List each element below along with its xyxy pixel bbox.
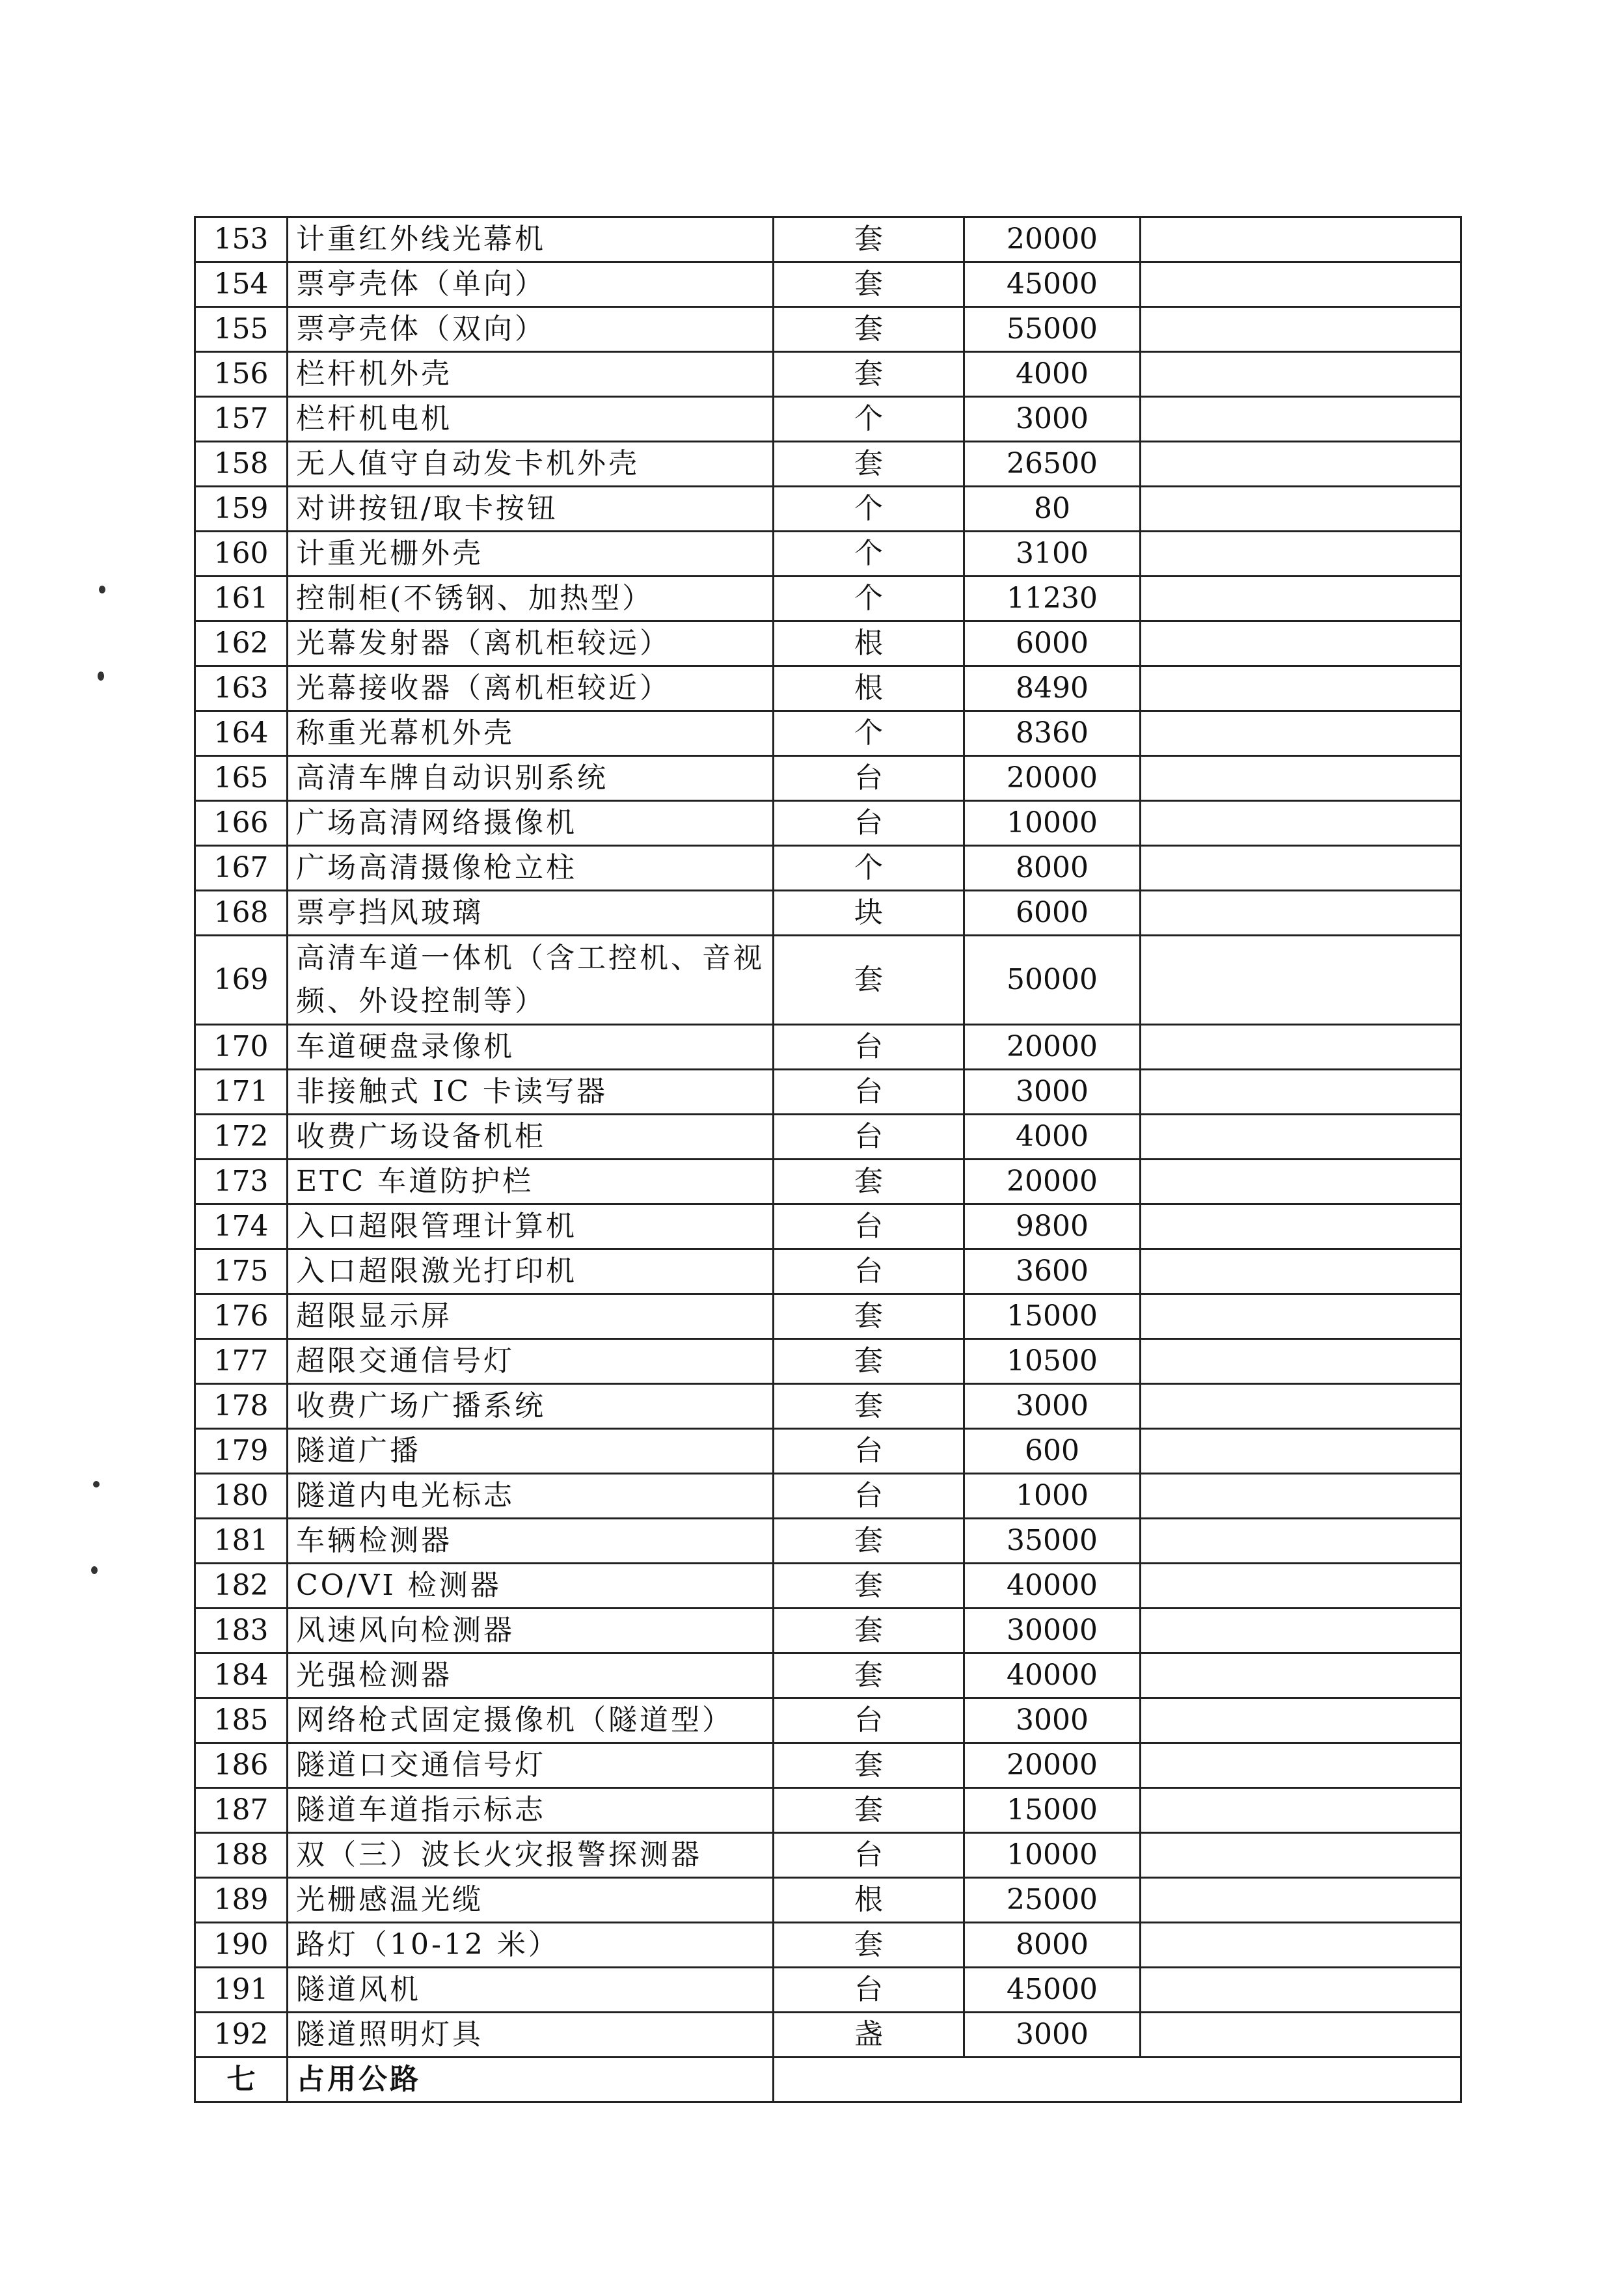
item-name: 栏杆机外壳	[288, 352, 774, 397]
row-number: 161	[195, 577, 288, 621]
item-unit: 台	[774, 1474, 964, 1519]
row-number: 155	[195, 307, 288, 352]
item-price: 8000	[964, 846, 1141, 891]
table-row	[195, 1653, 1461, 1698]
item-unit: 套	[774, 1294, 964, 1339]
item-name: 入口超限激光打印机	[288, 1249, 774, 1294]
item-remark	[1141, 1339, 1461, 1384]
item-price: 3000	[964, 2013, 1141, 2058]
item-unit: 台	[774, 1115, 964, 1160]
item-name: 光强检测器	[288, 1653, 774, 1698]
table-row	[195, 666, 1461, 711]
item-remark	[1141, 1160, 1461, 1204]
row-number: 177	[195, 1339, 288, 1384]
item-unit: 台	[774, 801, 964, 846]
item-price: 4000	[964, 1115, 1141, 1160]
item-price: 35000	[964, 1519, 1141, 1564]
table-row	[195, 1609, 1461, 1653]
row-number: 157	[195, 397, 288, 442]
row-number: 187	[195, 1788, 288, 1833]
table-row	[195, 1878, 1461, 1923]
item-remark	[1141, 1653, 1461, 1698]
item-price: 40000	[964, 1653, 1141, 1698]
table-row	[195, 1294, 1461, 1339]
item-name: 广场高清摄像枪立柱	[288, 846, 774, 891]
table-row	[195, 1204, 1461, 1249]
table-row	[195, 801, 1461, 846]
item-unit: 台	[774, 1968, 964, 2013]
section-empty-cell	[774, 2058, 1461, 2102]
table-row	[195, 1474, 1461, 1519]
item-unit: 台	[774, 1025, 964, 1070]
item-unit: 台	[774, 756, 964, 801]
item-remark	[1141, 1384, 1461, 1429]
item-unit: 根	[774, 1878, 964, 1923]
row-number: 158	[195, 442, 288, 487]
item-price: 30000	[964, 1609, 1141, 1653]
table-row	[195, 846, 1461, 891]
item-unit: 套	[774, 307, 964, 352]
item-remark	[1141, 666, 1461, 711]
row-number: 186	[195, 1743, 288, 1788]
item-name: 票亭壳体（双向）	[288, 307, 774, 352]
section-title: 占用公路	[288, 2058, 774, 2102]
item-name: 广场高清网络摄像机	[288, 801, 774, 846]
item-price: 3100	[964, 532, 1141, 577]
item-unit: 盏	[774, 2013, 964, 2058]
item-unit: 套	[774, 1339, 964, 1384]
item-name: 光栅感温光缆	[288, 1878, 774, 1923]
item-name: 路灯（10-12 米）	[288, 1923, 774, 1968]
row-number: 178	[195, 1384, 288, 1429]
item-remark	[1141, 1698, 1461, 1743]
item-unit: 套	[774, 1743, 964, 1788]
table-row	[195, 1788, 1461, 1833]
item-price: 40000	[964, 1564, 1141, 1609]
item-unit: 台	[774, 1249, 964, 1294]
table-row	[195, 1698, 1461, 1743]
item-unit: 套	[774, 1564, 964, 1609]
price-table	[194, 216, 1462, 2103]
item-remark	[1141, 621, 1461, 666]
item-unit: 套	[774, 1519, 964, 1564]
item-price: 8490	[964, 666, 1141, 711]
item-price: 4000	[964, 352, 1141, 397]
item-remark	[1141, 1968, 1461, 2013]
item-unit: 台	[774, 1070, 964, 1115]
item-price: 20000	[964, 1743, 1141, 1788]
item-unit: 个	[774, 577, 964, 621]
item-remark	[1141, 801, 1461, 846]
item-unit: 套	[774, 262, 964, 307]
item-name: 票亭挡风玻璃	[288, 891, 774, 936]
item-unit: 台	[774, 1698, 964, 1743]
item-remark	[1141, 262, 1461, 307]
item-price: 3000	[964, 1070, 1141, 1115]
item-remark	[1141, 1294, 1461, 1339]
table-row	[195, 756, 1461, 801]
item-price: 6000	[964, 891, 1141, 936]
row-number: 160	[195, 532, 288, 577]
item-unit: 套	[774, 1609, 964, 1653]
table-row	[195, 487, 1461, 532]
row-number: 176	[195, 1294, 288, 1339]
scan-speck	[99, 586, 105, 593]
row-number: 182	[195, 1564, 288, 1609]
item-name: 风速风向检测器	[288, 1609, 774, 1653]
item-remark	[1141, 1115, 1461, 1160]
item-name: 隧道内电光标志	[288, 1474, 774, 1519]
item-price: 3000	[964, 397, 1141, 442]
table-row	[195, 1339, 1461, 1384]
item-remark	[1141, 1249, 1461, 1294]
item-remark	[1141, 577, 1461, 621]
item-price: 55000	[964, 307, 1141, 352]
table-row	[195, 1968, 1461, 2013]
item-price: 9800	[964, 1204, 1141, 1249]
section-number: 七	[195, 2058, 288, 2102]
table-row	[195, 621, 1461, 666]
item-price: 3000	[964, 1698, 1141, 1743]
item-unit: 个	[774, 711, 964, 756]
item-unit: 个	[774, 532, 964, 577]
row-number: 173	[195, 1160, 288, 1204]
item-unit: 套	[774, 1160, 964, 1204]
table-row	[195, 1519, 1461, 1564]
item-name: 双（三）波长火灾报警探测器	[288, 1833, 774, 1878]
item-price: 20000	[964, 217, 1141, 262]
item-name: 计重光栅外壳	[288, 532, 774, 577]
item-remark	[1141, 1923, 1461, 1968]
row-number: 164	[195, 711, 288, 756]
item-name: 隧道照明灯具	[288, 2013, 774, 2058]
item-name: 无人值守自动发卡机外壳	[288, 442, 774, 487]
row-number: 191	[195, 1968, 288, 2013]
item-price: 10500	[964, 1339, 1141, 1384]
table-row	[195, 711, 1461, 756]
item-price: 8360	[964, 711, 1141, 756]
table-row	[195, 1743, 1461, 1788]
row-number: 183	[195, 1609, 288, 1653]
item-price: 10000	[964, 801, 1141, 846]
item-remark	[1141, 307, 1461, 352]
scan-speck	[93, 1481, 100, 1487]
item-unit: 根	[774, 666, 964, 711]
item-price: 3000	[964, 1384, 1141, 1429]
table-row	[195, 1249, 1461, 1294]
item-unit: 套	[774, 352, 964, 397]
scan-speck	[91, 1566, 98, 1574]
item-remark	[1141, 532, 1461, 577]
item-unit: 根	[774, 621, 964, 666]
item-price: 25000	[964, 1878, 1141, 1923]
table-row	[195, 352, 1461, 397]
table-row	[195, 262, 1461, 307]
row-number: 162	[195, 621, 288, 666]
item-name: 隧道风机	[288, 1968, 774, 2013]
item-name: 入口超限管理计算机	[288, 1204, 774, 1249]
table-row	[195, 1564, 1461, 1609]
item-unit: 套	[774, 1653, 964, 1698]
item-price: 600	[964, 1429, 1141, 1474]
table-row	[195, 936, 1461, 1025]
item-unit: 套	[774, 936, 964, 1025]
item-remark	[1141, 397, 1461, 442]
item-unit: 套	[774, 1788, 964, 1833]
item-unit: 个	[774, 846, 964, 891]
item-name: 票亭壳体（单向）	[288, 262, 774, 307]
item-remark	[1141, 936, 1461, 1025]
row-number: 153	[195, 217, 288, 262]
item-name: 收费广场设备机柜	[288, 1115, 774, 1160]
item-remark	[1141, 352, 1461, 397]
item-price: 1000	[964, 1474, 1141, 1519]
item-remark	[1141, 1429, 1461, 1474]
item-remark	[1141, 217, 1461, 262]
item-remark	[1141, 2013, 1461, 2058]
item-name: 车道硬盘录像机	[288, 1025, 774, 1070]
table-row	[195, 442, 1461, 487]
row-number: 166	[195, 801, 288, 846]
table-row	[195, 1833, 1461, 1878]
row-number: 192	[195, 2013, 288, 2058]
table-row	[195, 1384, 1461, 1429]
row-number: 156	[195, 352, 288, 397]
item-remark	[1141, 1474, 1461, 1519]
row-number: 190	[195, 1923, 288, 1968]
item-unit: 个	[774, 397, 964, 442]
item-name: 隧道口交通信号灯	[288, 1743, 774, 1788]
table-row	[195, 1025, 1461, 1070]
item-remark	[1141, 1204, 1461, 1249]
table-row	[195, 1160, 1461, 1204]
row-number: 165	[195, 756, 288, 801]
table-row	[195, 1923, 1461, 1968]
item-name: 称重光幕机外壳	[288, 711, 774, 756]
item-unit: 套	[774, 217, 964, 262]
table-row	[195, 1115, 1461, 1160]
item-remark	[1141, 1025, 1461, 1070]
item-name: 隧道广播	[288, 1429, 774, 1474]
item-price: 45000	[964, 262, 1141, 307]
item-remark	[1141, 1070, 1461, 1115]
table-row	[195, 397, 1461, 442]
item-name: 高清车牌自动识别系统	[288, 756, 774, 801]
row-number: 167	[195, 846, 288, 891]
table-row	[195, 532, 1461, 577]
item-unit: 台	[774, 1204, 964, 1249]
item-remark	[1141, 442, 1461, 487]
item-remark	[1141, 487, 1461, 532]
item-name: 非接触式 IC 卡读写器	[288, 1070, 774, 1115]
row-number: 175	[195, 1249, 288, 1294]
item-name: 收费广场广播系统	[288, 1384, 774, 1429]
item-price: 8000	[964, 1923, 1141, 1968]
row-number: 188	[195, 1833, 288, 1878]
row-number: 180	[195, 1474, 288, 1519]
row-number: 179	[195, 1429, 288, 1474]
table-row	[195, 2013, 1461, 2058]
item-price: 26500	[964, 442, 1141, 487]
item-price: 10000	[964, 1833, 1141, 1878]
item-name: CO/VI 检测器	[288, 1564, 774, 1609]
row-number: 170	[195, 1025, 288, 1070]
item-remark	[1141, 1878, 1461, 1923]
item-name: 光幕接收器（离机柜较近）	[288, 666, 774, 711]
item-price: 11230	[964, 577, 1141, 621]
item-remark	[1141, 891, 1461, 936]
row-number: 184	[195, 1653, 288, 1698]
item-remark	[1141, 846, 1461, 891]
row-number: 174	[195, 1204, 288, 1249]
item-remark	[1141, 1743, 1461, 1788]
row-number: 189	[195, 1878, 288, 1923]
item-unit: 个	[774, 487, 964, 532]
item-price: 45000	[964, 1968, 1141, 2013]
table-row	[195, 891, 1461, 936]
item-unit: 套	[774, 1923, 964, 1968]
item-unit: 块	[774, 891, 964, 936]
item-price: 15000	[964, 1294, 1141, 1339]
row-number: 181	[195, 1519, 288, 1564]
row-number: 168	[195, 891, 288, 936]
table-row	[195, 217, 1461, 262]
item-name: 超限交通信号灯	[288, 1339, 774, 1384]
table-row	[195, 307, 1461, 352]
row-number: 172	[195, 1115, 288, 1160]
table-row	[195, 1429, 1461, 1474]
item-unit: 台	[774, 1429, 964, 1474]
item-name: 光幕发射器（离机柜较远）	[288, 621, 774, 666]
section-row	[195, 2058, 1461, 2102]
item-name: 计重红外线光幕机	[288, 217, 774, 262]
item-name: 网络枪式固定摄像机（隧道型）	[288, 1698, 774, 1743]
item-unit: 台	[774, 1833, 964, 1878]
row-number: 159	[195, 487, 288, 532]
item-remark	[1141, 1564, 1461, 1609]
item-remark	[1141, 756, 1461, 801]
item-remark	[1141, 1609, 1461, 1653]
item-price: 20000	[964, 1025, 1141, 1070]
item-remark	[1141, 1519, 1461, 1564]
item-price: 6000	[964, 621, 1141, 666]
row-number: 171	[195, 1070, 288, 1115]
item-name: 高清车道一体机（含工控机、音视频、外设控制等）	[288, 936, 774, 1025]
item-name: 对讲按钮/取卡按钮	[288, 487, 774, 532]
item-name: 超限显示屏	[288, 1294, 774, 1339]
item-remark	[1141, 711, 1461, 756]
item-price: 3600	[964, 1249, 1141, 1294]
item-name: ETC 车道防护栏	[288, 1160, 774, 1204]
table-row	[195, 1070, 1461, 1115]
item-remark	[1141, 1788, 1461, 1833]
item-price: 20000	[964, 756, 1141, 801]
scan-speck	[98, 672, 104, 681]
item-price: 50000	[964, 936, 1141, 1025]
item-unit: 套	[774, 442, 964, 487]
row-number: 169	[195, 936, 288, 1025]
item-unit: 套	[774, 1384, 964, 1429]
row-number: 185	[195, 1698, 288, 1743]
table-row	[195, 577, 1461, 621]
item-name: 车辆检测器	[288, 1519, 774, 1564]
item-remark	[1141, 1833, 1461, 1878]
item-name: 控制柜(不锈钢、加热型）	[288, 577, 774, 621]
item-name: 隧道车道指示标志	[288, 1788, 774, 1833]
row-number: 163	[195, 666, 288, 711]
item-name: 栏杆机电机	[288, 397, 774, 442]
row-number: 154	[195, 262, 288, 307]
item-price: 80	[964, 487, 1141, 532]
item-price: 20000	[964, 1160, 1141, 1204]
item-price: 15000	[964, 1788, 1141, 1833]
